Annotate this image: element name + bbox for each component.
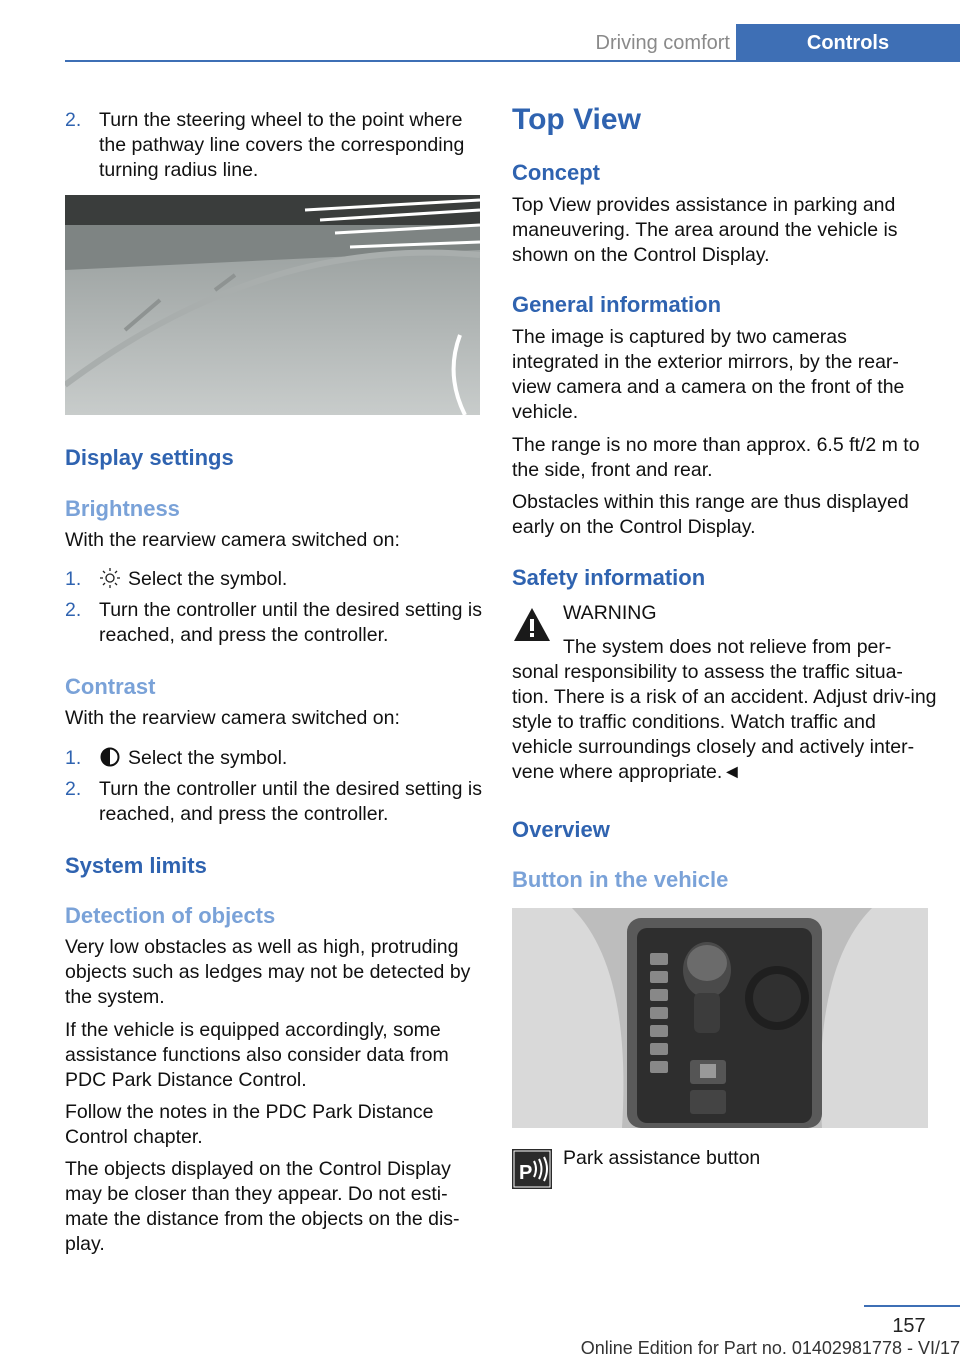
warning-label: WARNING bbox=[563, 602, 657, 624]
contrast-step1-text: Select the symbol. bbox=[128, 747, 288, 769]
general-information-heading: General information bbox=[512, 292, 722, 317]
header-rule bbox=[65, 60, 960, 62]
brightness-heading: Brightness bbox=[65, 496, 180, 521]
contrast-step2-num: 2. bbox=[65, 778, 82, 800]
button-in-vehicle-heading: Button in the vehicle bbox=[512, 867, 729, 892]
warning-first-line: The system does not relieve from per- bbox=[563, 636, 892, 658]
general-paragraph-2: The range is no more than approx. 6.5 ft/2 m to the side, front and rear. bbox=[512, 434, 920, 481]
brightness-intro: With the rearview camera switched on: bbox=[65, 529, 400, 551]
warning-triangle-icon bbox=[512, 605, 552, 650]
display-settings-heading: Display settings bbox=[65, 445, 234, 470]
center-console-image bbox=[512, 908, 928, 1128]
page-number: 157 bbox=[892, 1315, 926, 1337]
detection-paragraph-2: If the vehicle is equipped accordingly, some assistance functions also consider data from PDC Park Distance Control. bbox=[65, 1019, 449, 1091]
park-assistance-caption: Park assistance button bbox=[563, 1147, 761, 1169]
edition-footer: Online Edition for Part no. 01402981778 - VI/17 bbox=[580, 1338, 960, 1358]
header-section: Driving comfort bbox=[595, 32, 730, 54]
general-paragraph-1: The image is captured by two cameras integrated in the exterior mirrors, by the rear-view camera and a camera on the front of the vehicle. bbox=[512, 326, 905, 423]
contrast-step2-text: Turn the controller until the desired setting is reached, and press the controller. bbox=[99, 778, 482, 825]
step-number: 2. bbox=[65, 109, 82, 131]
overview-heading: Overview bbox=[512, 817, 610, 842]
concept-text: Top View provides assistance in parking and maneuvering. The area around the vehicle is shown on the Control Display. bbox=[512, 194, 898, 266]
contrast-icon bbox=[99, 746, 121, 773]
safety-information-heading: Safety information bbox=[512, 565, 706, 590]
detection-heading: Detection of objects bbox=[65, 903, 276, 928]
detection-paragraph-3: Follow the notes in the PDC Park Distance Control chapter. bbox=[65, 1101, 434, 1148]
brightness-step1-text: Select the symbol. bbox=[128, 568, 288, 590]
warning-text: sonal responsibility to assess the traffic situa-tion. There is a risk of an accident. Adjust driv-ing style to traffic conditions. Watch traffic and vehicle surroundings closely and actively inter-vene where appropriate.◄ bbox=[512, 661, 937, 783]
detection-paragraph-1: Very low obstacles as well as high, protruding objects such as ledges may not be detected by the system. bbox=[65, 936, 471, 1008]
header-tab: Controls bbox=[736, 24, 960, 62]
rearview-camera-illustration bbox=[65, 195, 480, 415]
park-assist-icon bbox=[512, 1149, 552, 1194]
sun-icon bbox=[99, 567, 121, 594]
contrast-step1-num: 1. bbox=[65, 747, 82, 769]
rearview-camera-image bbox=[65, 195, 480, 415]
brightness-step2-num: 2. bbox=[65, 599, 82, 621]
brightness-step1-num: 1. bbox=[65, 568, 82, 590]
contrast-heading: Contrast bbox=[65, 674, 156, 699]
step-text: Turn the steering wheel to the point where the pathway line covers the corresponding turning radius line. bbox=[99, 109, 465, 181]
footer-rule bbox=[864, 1305, 960, 1307]
contrast-intro: With the rearview camera switched on: bbox=[65, 707, 400, 729]
center-console-illustration bbox=[512, 908, 928, 1128]
system-limits-heading: System limits bbox=[65, 853, 207, 878]
detection-paragraph-4: The objects displayed on the Control Display may be closer than they appear. Do not esti-mate the distance from the objects on the dis-play. bbox=[65, 1158, 460, 1255]
concept-heading: Concept bbox=[512, 160, 600, 185]
svg-text:P: P bbox=[519, 1162, 533, 1184]
brightness-step2-text: Turn the controller until the desired setting is reached, and press the controller. bbox=[99, 599, 482, 646]
general-paragraph-3: Obstacles within this range are thus displayed early on the Control Display. bbox=[512, 491, 909, 538]
top-view-title: Top View bbox=[512, 103, 641, 136]
